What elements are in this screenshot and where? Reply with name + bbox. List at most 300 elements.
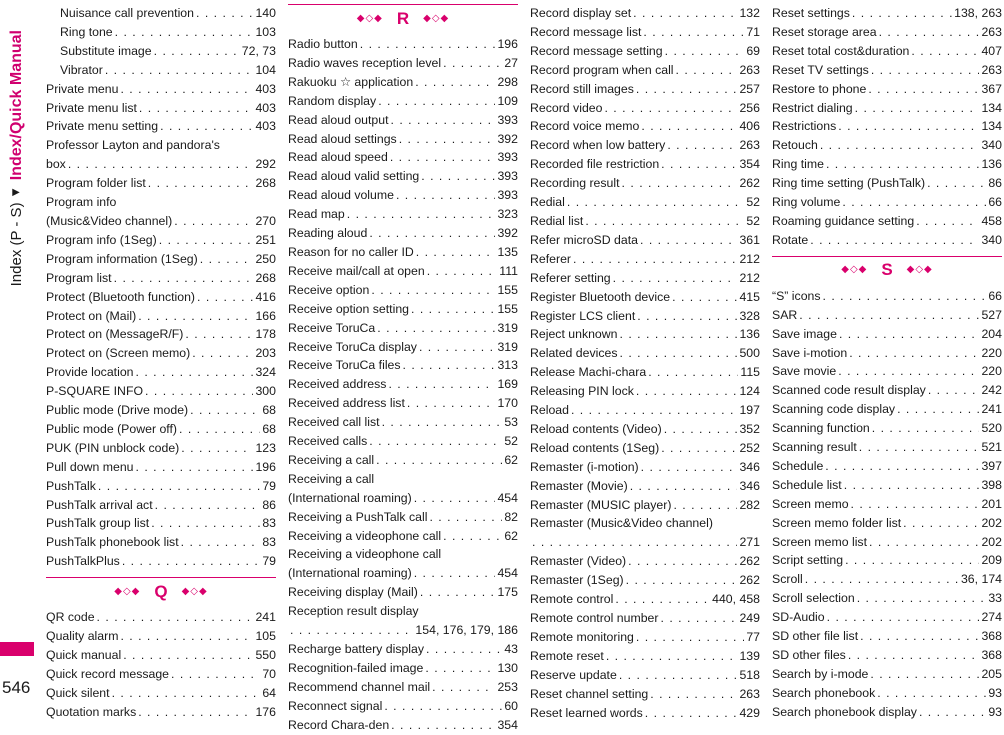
index-entry — [288, 564, 518, 583]
index-entry — [288, 54, 518, 73]
page-reference: 298 — [497, 74, 518, 89]
page-reference: 429 — [739, 705, 760, 720]
index-entry — [772, 306, 1002, 325]
index-term: PushTalk arrival act — [46, 497, 153, 512]
index-term: Vibrator — [60, 62, 103, 77]
index-entry — [46, 325, 276, 344]
dot-leader — [839, 325, 980, 344]
page-reference: 361 — [739, 232, 760, 247]
page-reference: 86 — [988, 176, 1002, 191]
index-term: Record voice memo — [530, 119, 640, 134]
dot-leader — [823, 287, 987, 306]
page-reference: 138, 263 — [954, 6, 1002, 20]
page-reference: 27 — [504, 55, 518, 70]
page-reference: 135 — [497, 244, 518, 259]
dot-leader — [174, 212, 253, 231]
dot-leader — [927, 174, 986, 193]
index-term: Ring time — [772, 157, 824, 172]
page-reference: 398 — [981, 477, 1002, 492]
index-entry — [772, 665, 1002, 684]
page-reference: 407 — [981, 43, 1002, 58]
index-entry — [772, 155, 1002, 174]
index-term: Save i-motion — [772, 345, 848, 360]
index-term: Recorded file restriction — [530, 157, 660, 172]
page-reference: 140 — [255, 6, 276, 20]
page-reference: 52 — [746, 195, 760, 210]
index-entry — [530, 269, 760, 288]
index-entry — [46, 477, 276, 496]
page-reference: 169 — [497, 377, 518, 392]
index-term: Public mode (Power off) — [46, 421, 177, 436]
index-entry — [772, 231, 1002, 250]
page-reference: 69 — [746, 43, 760, 58]
dot-leader — [870, 665, 979, 684]
index-entry — [772, 362, 1002, 381]
index-entry — [288, 716, 518, 735]
page-reference: 36, 174 — [960, 572, 1002, 587]
page-reference: 220 — [981, 345, 1002, 360]
index-entry — [46, 420, 276, 439]
index-entry — [46, 250, 276, 269]
page-reference: 241 — [981, 402, 1002, 417]
index-entry — [288, 148, 518, 167]
dot-leader — [879, 23, 980, 42]
page-reference: 257 — [739, 81, 760, 96]
dot-leader — [399, 130, 496, 149]
page-reference: 262 — [739, 176, 760, 191]
page-reference: 328 — [739, 308, 760, 323]
index-entry — [530, 174, 760, 193]
index-entry — [772, 61, 1002, 80]
dot-leader — [154, 42, 240, 61]
dot-leader — [411, 300, 495, 319]
dot-leader — [384, 697, 502, 716]
dot-leader — [820, 136, 980, 155]
index-entry-text: Reception result display — [288, 604, 419, 619]
index-entry — [288, 130, 518, 149]
dot-leader — [868, 80, 979, 99]
page-reference: 403 — [255, 119, 276, 134]
dot-leader — [573, 250, 737, 269]
chapter-title: Index/Quick Manual — [8, 30, 25, 181]
page-reference: 263 — [981, 62, 1002, 77]
dot-leader — [827, 608, 980, 627]
page-reference: 202 — [981, 534, 1002, 549]
page-reference: 68 — [262, 421, 276, 436]
page-reference: 79 — [262, 478, 276, 493]
dot-leader — [860, 627, 979, 646]
index-term: Redial — [530, 195, 565, 210]
index-entry — [46, 80, 276, 99]
index-entry — [530, 231, 760, 250]
index-term: Remaster (1Seg) — [530, 573, 624, 588]
page-reference: 43 — [504, 642, 518, 656]
index-term: (International roaming) — [288, 490, 412, 505]
page-reference: 175 — [497, 585, 518, 600]
index-term: Program folder list — [46, 176, 146, 191]
index-entry — [46, 533, 276, 552]
index-entry — [288, 621, 518, 640]
index-entry — [772, 23, 1002, 42]
index-entry — [288, 262, 518, 281]
page-reference: 292 — [255, 157, 276, 172]
index-entry — [772, 287, 1002, 306]
index-term: SAR — [772, 307, 798, 322]
index-entry — [288, 35, 518, 54]
index-entry — [530, 496, 760, 515]
index-entry — [530, 23, 760, 42]
dot-leader — [148, 174, 254, 193]
index-term: Reset channel setting — [530, 686, 649, 701]
section-header — [772, 256, 1002, 281]
index-entry — [772, 174, 1002, 193]
index-term: Read aloud volume — [288, 188, 394, 203]
dot-leader — [120, 80, 253, 99]
index-term: Reset learned words — [530, 705, 643, 720]
page-reference: 249 — [739, 611, 760, 625]
index-term: Save image — [772, 326, 837, 341]
page-reference: 52 — [504, 434, 518, 449]
index-term: (Music&Video channel) — [46, 213, 173, 228]
chapter-tab — [0, 642, 34, 656]
page-reference: 313 — [497, 358, 518, 373]
index-entry — [288, 92, 518, 111]
index-entry — [46, 458, 276, 477]
page-reference: 368 — [981, 629, 1002, 644]
index-term: Private menu — [46, 81, 119, 96]
page-reference: 270 — [255, 213, 276, 228]
page-reference: 109 — [497, 93, 518, 108]
index-entry — [46, 401, 276, 420]
page-reference: 406 — [739, 119, 760, 134]
page-reference: 139 — [739, 648, 760, 663]
index-entry — [530, 552, 760, 571]
index-term: Recording result — [530, 176, 620, 191]
index-entry — [530, 307, 760, 326]
dot-leader — [844, 476, 980, 495]
index-entry — [772, 703, 1002, 722]
dot-leader — [633, 4, 737, 23]
index-term: Remaster (i-motion) — [530, 459, 639, 474]
page-reference: 403 — [255, 81, 276, 96]
index-entry — [288, 489, 518, 508]
dot-leader — [567, 193, 744, 212]
index-term: Releasing PIN lock — [530, 384, 634, 399]
index-term: Reconnect signal — [288, 698, 383, 713]
page-reference: 212 — [739, 270, 760, 285]
page-reference: 262 — [739, 554, 760, 569]
page-reference: 527 — [981, 307, 1002, 322]
index-entry — [530, 80, 760, 99]
dot-leader — [852, 4, 952, 23]
dot-leader — [145, 382, 253, 401]
index-entry — [772, 438, 1002, 457]
page-reference: 72, 73 — [241, 43, 276, 58]
index-term: Received call list — [288, 415, 380, 430]
page-reference: 263 — [981, 24, 1002, 39]
index-entry — [772, 570, 1002, 589]
index-term: Remote control number — [530, 611, 659, 625]
index-entry — [530, 401, 760, 420]
dot-leader — [421, 167, 495, 186]
dot-leader — [630, 477, 738, 496]
dot-leader — [859, 438, 980, 457]
page-reference: 130 — [497, 660, 518, 675]
index-term: Rotate — [772, 232, 809, 247]
page-reference: 416 — [255, 289, 276, 304]
dot-leader — [606, 647, 738, 666]
index-term: Recommend channel mail — [288, 679, 431, 694]
index-entry-text: Program info — [46, 195, 117, 210]
page-reference: 86 — [262, 497, 276, 512]
index-term: Record display set — [530, 6, 632, 20]
index-entry — [288, 432, 518, 451]
index-term: Reserve update — [530, 667, 617, 682]
dot-leader — [388, 375, 495, 394]
index-entry — [46, 627, 276, 646]
dot-leader — [390, 148, 496, 167]
page-reference: 268 — [255, 270, 276, 285]
page-reference: 77 — [746, 629, 760, 644]
index-entry — [530, 647, 760, 666]
dot-leader — [799, 306, 979, 325]
dot-leader — [136, 363, 254, 382]
index-term: Search by i-mode — [772, 666, 869, 681]
dot-leader — [641, 117, 737, 136]
index-term: Reload contents (1Seg) — [530, 440, 660, 455]
index-entry — [772, 514, 1002, 533]
index-entry — [46, 155, 276, 174]
index-entry — [772, 627, 1002, 646]
page-reference: 241 — [255, 610, 276, 625]
page-reference: 319 — [497, 339, 518, 354]
page-reference: 346 — [739, 478, 760, 493]
index-entry — [288, 394, 518, 413]
dot-leader — [68, 155, 254, 174]
index-entry — [772, 476, 1002, 495]
dot-leader — [622, 174, 738, 193]
index-entry — [288, 300, 518, 319]
dot-leader — [849, 344, 979, 363]
dot-leader — [615, 590, 710, 609]
dot-leader — [151, 514, 260, 533]
dot-leader — [196, 4, 253, 23]
dot-leader — [645, 704, 738, 723]
page-reference: 196 — [497, 37, 518, 51]
dot-leader — [429, 508, 502, 527]
index-entry — [530, 42, 760, 61]
index-entry — [530, 382, 760, 401]
index-entry — [530, 136, 760, 155]
dot-leader — [916, 212, 979, 231]
index-entry — [530, 685, 760, 704]
dot-leader — [136, 458, 254, 477]
index-entry — [772, 400, 1002, 419]
index-entry — [530, 477, 760, 496]
index-entry — [46, 363, 276, 382]
index-entry — [46, 61, 276, 80]
index-term: PUK (PIN unblock code) — [46, 440, 180, 455]
page-reference: 93 — [988, 704, 1002, 719]
page-reference: 115 — [740, 365, 760, 380]
page-number: 546 — [2, 678, 31, 697]
index-entry — [530, 439, 760, 458]
index-entry — [772, 533, 1002, 552]
index-entry — [772, 381, 1002, 400]
index-term: Quotation marks — [46, 704, 137, 719]
dot-leader — [396, 186, 496, 205]
index-term: Recognition-failed image — [288, 660, 424, 675]
dot-leader — [197, 288, 253, 307]
index-entry — [46, 117, 276, 136]
page-reference: 124 — [739, 384, 760, 399]
index-entry — [530, 363, 760, 382]
page-reference: 256 — [739, 100, 760, 115]
page-reference: 134 — [981, 119, 1002, 134]
page-reference: 196 — [255, 459, 276, 474]
index-term: Record message list — [530, 24, 642, 39]
index-entry — [46, 344, 276, 363]
index-term: “S” icons — [772, 288, 821, 303]
page-reference: 212 — [739, 251, 760, 266]
index-entry — [530, 590, 760, 609]
index-entry — [530, 61, 760, 80]
page-reference: 104 — [255, 62, 276, 77]
index-term: Roaming guidance setting — [772, 213, 915, 228]
index-term: Private menu setting — [46, 119, 159, 134]
dot-leader — [159, 231, 254, 250]
index-term: (International roaming) — [288, 566, 412, 581]
page-reference: 53 — [504, 415, 518, 430]
section-header — [288, 4, 518, 29]
index-entry — [46, 703, 276, 722]
dot-leader — [120, 627, 253, 646]
index-entry — [46, 212, 276, 231]
page-reference: 220 — [981, 364, 1002, 379]
index-term: Substitute image — [60, 43, 152, 58]
index-entry — [772, 80, 1002, 99]
index-term: Redial list — [530, 213, 584, 228]
index-term: Public mode (Drive mode) — [46, 403, 189, 418]
page-reference: 204 — [981, 326, 1002, 341]
index-entry — [288, 678, 518, 697]
index-term: SD-Audio — [772, 610, 825, 625]
page-reference: 251 — [255, 232, 276, 247]
index-column-3 — [530, 4, 760, 722]
page-reference: 393 — [497, 112, 518, 127]
page-reference: 415 — [739, 289, 760, 304]
index-term: Reject unknown — [530, 327, 618, 342]
index-entry — [772, 551, 1002, 570]
dot-leader — [613, 269, 738, 288]
page-reference: 71 — [746, 24, 760, 39]
dot-leader — [667, 136, 737, 155]
index-term: Program list — [46, 270, 112, 285]
index-term: Receiving a PushTalk call — [288, 509, 428, 524]
index-entry — [288, 73, 518, 92]
index-term: Receive ToruCa files — [288, 358, 401, 373]
index-term: Record still images — [530, 81, 634, 96]
dot-leader — [432, 678, 495, 697]
index-entry — [772, 325, 1002, 344]
page-reference: 458 — [981, 213, 1002, 228]
page-reference: 205 — [981, 666, 1002, 681]
page-reference: 83 — [262, 535, 276, 550]
index-entry — [530, 117, 760, 136]
index-term: Scanned code result display — [772, 383, 926, 398]
dot-leader — [155, 496, 261, 515]
index-entry — [530, 458, 760, 477]
index-term: Scroll selection — [772, 591, 855, 606]
side-title — [8, 30, 26, 286]
dot-leader — [855, 99, 980, 118]
index-term: Protect on (Mail) — [46, 308, 137, 323]
page-reference: 79 — [262, 554, 276, 569]
dot-leader — [585, 212, 744, 231]
dot-leader — [626, 571, 738, 590]
index-term: Referer — [530, 251, 572, 266]
side-margin — [0, 0, 38, 704]
dot-leader — [414, 564, 496, 583]
dot-leader — [369, 224, 495, 243]
dot-leader — [391, 111, 496, 130]
dot-leader — [181, 533, 261, 552]
index-entry — [772, 495, 1002, 514]
page-reference: 33 — [988, 591, 1002, 606]
index-entry — [46, 665, 276, 684]
index-entry — [46, 42, 276, 61]
dot-leader — [378, 92, 495, 111]
page-reference: 263 — [739, 138, 760, 153]
index-entry-text: Professor Layton and pandora's — [46, 138, 220, 153]
index-term: Release Machi-chara — [530, 365, 647, 380]
page-reference: 252 — [739, 440, 760, 455]
dot-leader — [928, 381, 980, 400]
dot-leader — [673, 496, 737, 515]
index-term: Receive mail/call at open — [288, 263, 425, 278]
page-reference: 166 — [255, 308, 276, 323]
index-entry — [530, 533, 760, 552]
dot-leader — [360, 35, 496, 54]
ornament-diamonds: ◆◇◆ — [114, 585, 141, 597]
page-reference: 201 — [981, 496, 1002, 511]
page-reference: 203 — [255, 346, 276, 361]
dot-leader — [842, 193, 986, 212]
dot-leader — [420, 583, 496, 602]
dot-leader — [382, 413, 503, 432]
dot-leader — [826, 155, 980, 174]
page-reference: 324 — [255, 365, 276, 380]
dot-leader — [425, 659, 495, 678]
page-reference: 340 — [981, 138, 1002, 153]
index-term: Restore to phone — [772, 81, 867, 96]
index-term: QR code — [46, 610, 95, 625]
dot-leader — [620, 344, 738, 363]
index-entry — [288, 281, 518, 300]
index-entry-text: Receiving a videophone call — [288, 547, 442, 562]
dot-leader — [371, 281, 495, 300]
index-entry — [772, 589, 1002, 608]
dot-leader — [628, 552, 737, 571]
index-entry — [46, 269, 276, 288]
page-reference: 367 — [981, 81, 1002, 96]
index-term: Ring time setting (PushTalk) — [772, 176, 926, 191]
index-entry — [772, 646, 1002, 665]
page-reference: 521 — [981, 440, 1002, 455]
index-entry — [46, 174, 276, 193]
dot-leader — [619, 666, 738, 685]
index-term: Screen memo folder list — [772, 515, 902, 530]
